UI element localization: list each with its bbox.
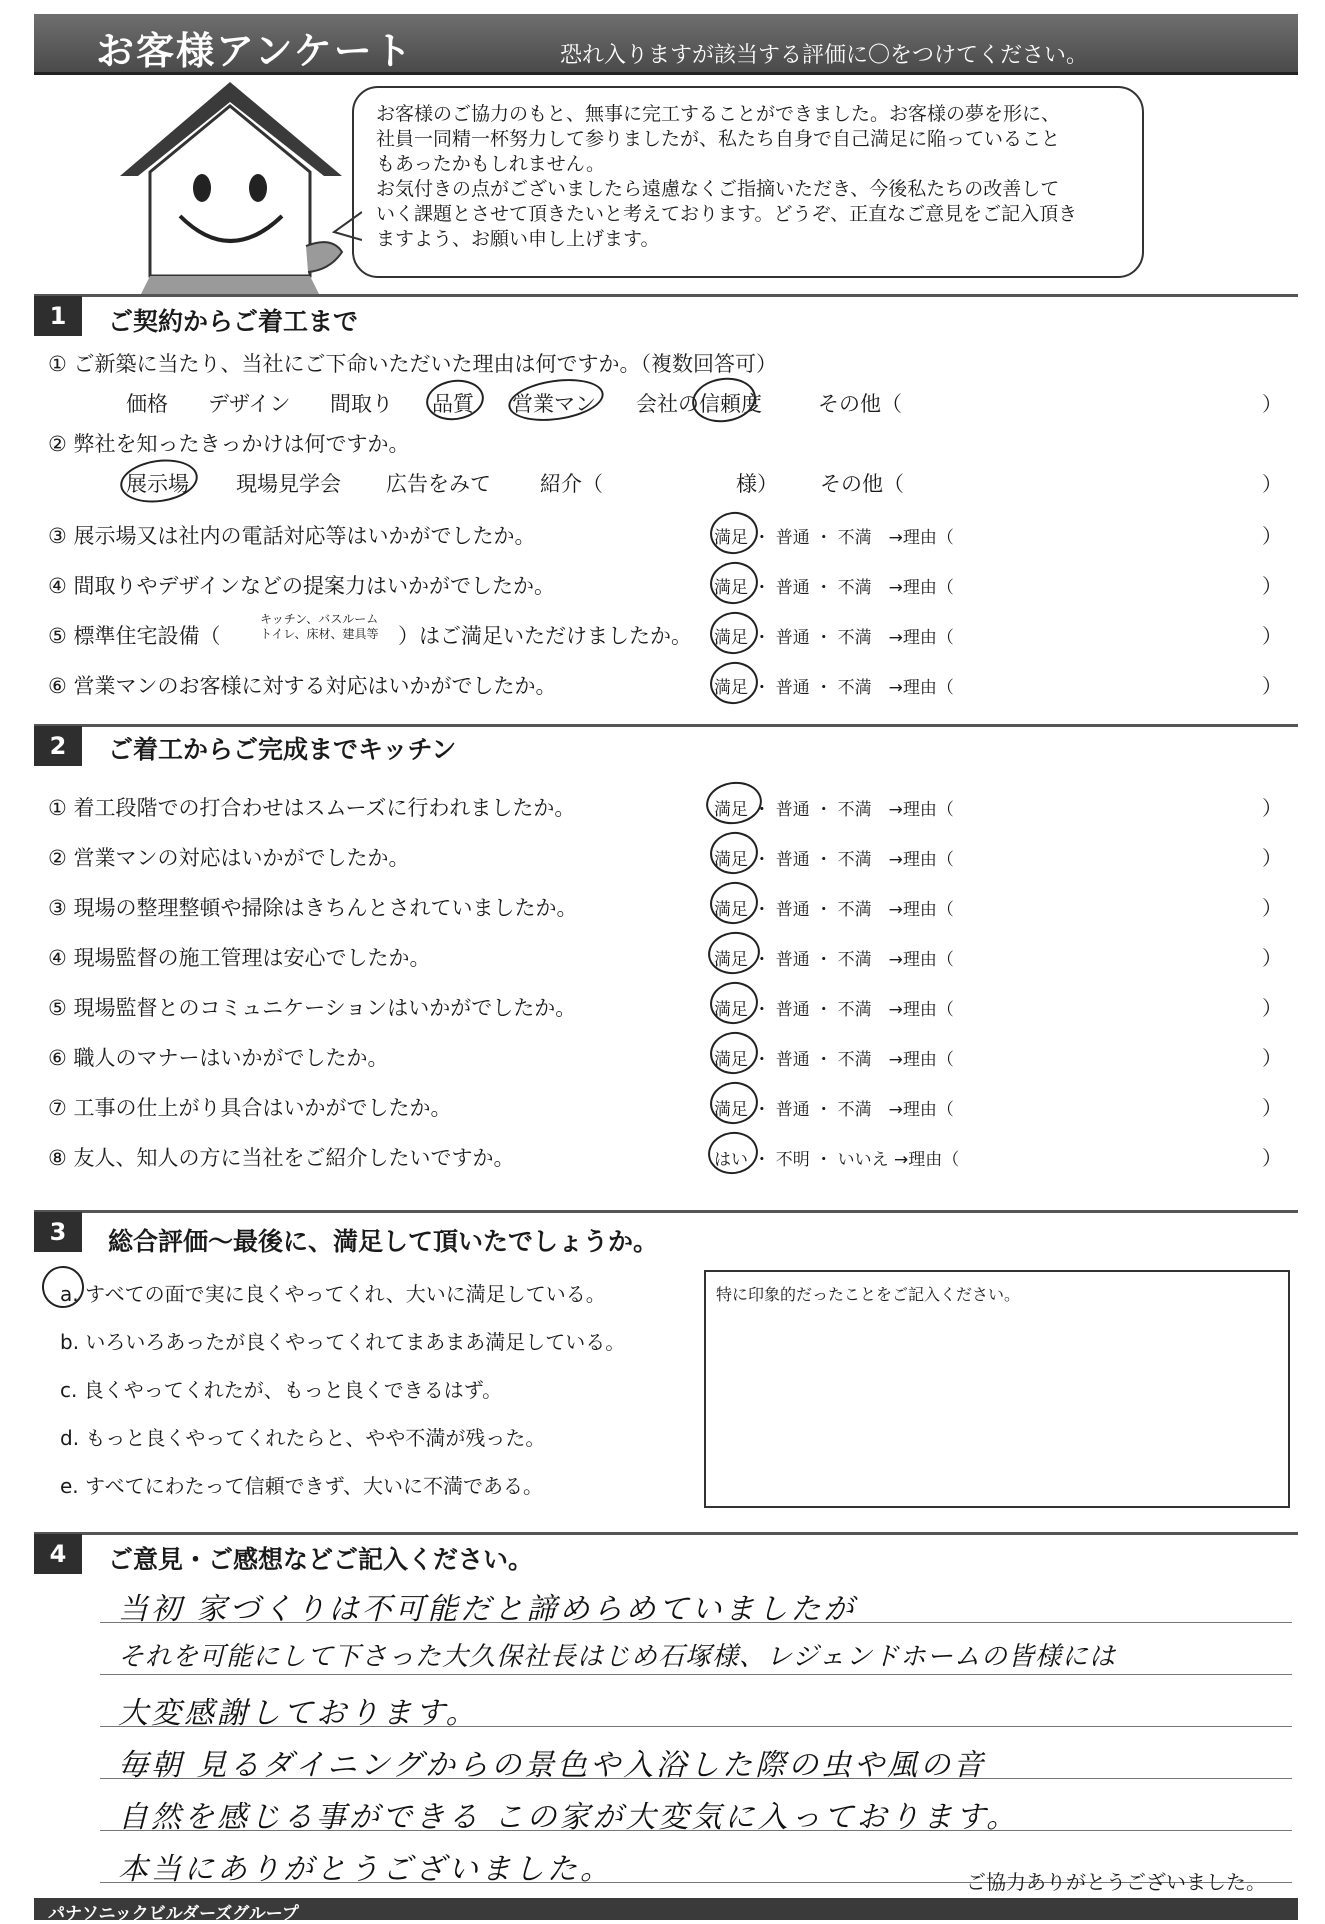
reason-close-2-2: ）: [1262, 846, 1282, 870]
source-option-referral[interactable]: 紹介（: [540, 472, 603, 496]
reason-close-1-4: ）: [1262, 574, 1282, 598]
reason-close-2-5: ）: [1262, 996, 1282, 1020]
question-2-7: ⑦ 工事の仕上がり具合はいかがでしたか。: [48, 1096, 452, 1120]
section-4-number: 4: [34, 1534, 82, 1574]
section-2-number: 2: [34, 726, 82, 766]
circle-mark-2-1: [703, 778, 764, 827]
rating-scale-1-6[interactable]: 満足 ・ 普通 ・ 不満 →理由（: [714, 678, 954, 698]
survey-instruction: 恐れ入りますが該当する評価に〇をつけてください。: [560, 43, 1089, 68]
rating-scale-2-4[interactable]: 満足 ・ 普通 ・ 不満 →理由（: [714, 950, 954, 970]
section-1-title: ご契約からご着工まで: [108, 307, 359, 336]
rating-scale-2-5[interactable]: 満足 ・ 普通 ・ 不満 →理由（: [714, 1000, 954, 1020]
section-2-title: ご着工からご完成までキッチン: [108, 735, 457, 764]
reason-option-salesperson[interactable]: 営業マン: [512, 392, 596, 416]
circle-mark-1-3: [707, 509, 760, 557]
writing-line: [100, 1674, 1292, 1675]
question-1-2: ② 弊社を知ったきっかけは何ですか。: [48, 432, 410, 456]
referral-scale-2-8[interactable]: はい ・ 不明 ・ いいえ →理由（: [714, 1150, 960, 1170]
comment-line-3[interactable]: 大変感謝しております。: [118, 1696, 479, 1731]
reason-close-2-6: ）: [1262, 1046, 1282, 1070]
rating-scale-1-5[interactable]: 満足 ・ 普通 ・ 不満 →理由（: [714, 628, 954, 648]
circle-mark-2-4: [705, 929, 762, 978]
rating-scale-2-1[interactable]: 満足 ・ 普通 ・ 不満 →理由（: [714, 800, 954, 820]
question-2-6: ⑥ 職人のマナーはいかがでしたか。: [48, 1046, 389, 1070]
comment-line-1[interactable]: 当初 家づくりは不可能だと諦めらめていましたが: [118, 1592, 857, 1627]
question-2-2: ② 営業マンの対応はいかがでしたか。: [48, 846, 410, 870]
question-2-3: ③ 現場の整理整頓や掃除はきちんとされていましたか。: [48, 896, 578, 920]
equipment-examples-line-2: トイレ、床材、建具等: [260, 627, 379, 641]
circle-mark-1-6: [707, 659, 760, 707]
reason-option-layout[interactable]: 間取り: [330, 392, 393, 416]
question-2-4: ④ 現場監督の施工管理は安心でしたか。: [48, 946, 431, 970]
reason-close-2-3: ）: [1262, 896, 1282, 920]
comment-line-6[interactable]: 本当にありがとうございました。: [118, 1852, 613, 1887]
source-other-close: ）: [1262, 472, 1282, 496]
reason-option-price[interactable]: 価格: [126, 392, 168, 416]
source-option-other[interactable]: その他（: [820, 472, 904, 496]
impression-textbox[interactable]: [704, 1270, 1290, 1508]
question-1-6: ⑥ 営業マンのお客様に対する対応はいかがでしたか。: [48, 674, 557, 698]
footer-group-name: パナソニックビルダーズグループ: [48, 1904, 299, 1924]
overall-option-d[interactable]: d. もっと良くやってくれたらと、やや不満が残った。: [60, 1426, 546, 1450]
reason-option-trust[interactable]: 会社の信頼度: [636, 392, 762, 416]
reason-close-2-7: ）: [1262, 1096, 1282, 1120]
overall-option-c[interactable]: c. 良くやってくれたが、もっと良くできるはず。: [60, 1378, 503, 1402]
section-1-rule: [34, 294, 1298, 297]
reason-close-2-4: ）: [1262, 946, 1282, 970]
question-1-4: ④ 間取りやデザインなどの提案力はいかがでしたか。: [48, 574, 556, 598]
overall-option-b[interactable]: b. いろいろあったが良くやってくれてまあまあ満足している。: [60, 1330, 626, 1354]
reason-close-1-6: ）: [1262, 674, 1282, 698]
question-2-8: ⑧ 友人、知人の方に当社をご紹介したいですか。: [48, 1146, 515, 1170]
rating-scale-2-3[interactable]: 満足 ・ 普通 ・ 不満 →理由（: [714, 900, 954, 920]
overall-option-a[interactable]: a. すべての面で実に良くやってくれ、大いに満足している。: [60, 1282, 606, 1306]
rating-scale-1-4[interactable]: 満足 ・ 普通 ・ 不満 →理由（: [714, 578, 954, 598]
circle-mark-trust: [689, 374, 759, 426]
question-1-1: ① ご新築に当たり、当社にご下命いただいた理由は何ですか。（複数回答可）: [48, 352, 777, 376]
section-3-rule: [34, 1210, 1298, 1213]
equipment-examples: [260, 612, 378, 642]
section-4-rule: [34, 1532, 1298, 1535]
source-option-site-tour[interactable]: 現場見学会: [236, 472, 341, 496]
rating-scale-2-7[interactable]: 満足 ・ 普通 ・ 不満 →理由（: [714, 1100, 954, 1120]
question-1-5-tail: ）はご満足いただけましたか。: [398, 624, 692, 648]
section-1-number: 1: [34, 296, 82, 336]
circle-mark-salesperson: [506, 374, 607, 427]
comment-line-4[interactable]: 毎朝 見るダイニングからの景色や入浴した際の虫や風の音: [118, 1748, 987, 1783]
section-4-title: ご意見・ご感想などご記入ください。: [108, 1545, 534, 1574]
question-1-5: ⑤ 標準住宅設備（: [48, 624, 221, 648]
reason-close-2-8: ）: [1262, 1146, 1282, 1170]
circle-mark-1-5: [707, 609, 760, 657]
section-3-title: 総合評価～最後に、満足して頂いたでしょうか。: [108, 1227, 659, 1256]
circle-mark-showroom: [117, 455, 200, 507]
intro-message: お客様のご協力のもと、無事に完工することができました。お客様の夢を形に、 社員一同精一杯努力して参りましたが、私たち自身で自己満足に陥っていること もあったかもしれません。 お気付きの点がございましたら遠慮なくご指摘いただき、今後私たちの改善して いく課題とさせて頂きたいと考えております。どうぞ、正直なご意見をご記入頂き ますよう、お願い申し上げます。: [352, 86, 1144, 278]
impression-label: 特に印象的だったことをご記入ください。: [716, 1285, 1021, 1304]
section-2-rule: [34, 724, 1298, 727]
question-2-1: ① 着工段階での打合わせはスムーズに行われましたか。: [48, 796, 576, 820]
reason-option-other[interactable]: その他（: [818, 392, 902, 416]
rating-scale-2-2[interactable]: 満足 ・ 普通 ・ 不満 →理由（: [714, 850, 954, 870]
source-option-ad[interactable]: 広告をみて: [386, 472, 491, 496]
reason-option-quality[interactable]: 品質: [432, 392, 474, 416]
rating-scale-2-6[interactable]: 満足 ・ 普通 ・ 不満 →理由（: [714, 1050, 954, 1070]
reason-close-2-1: ）: [1262, 796, 1282, 820]
survey-title: お客様アンケート: [96, 29, 414, 73]
rating-scale-1-3[interactable]: 満足 ・ 普通 ・ 不満 →理由（: [714, 528, 954, 548]
comment-line-5[interactable]: 自然を感じる事ができる この家が大変気に入っております。: [118, 1800, 1020, 1835]
comment-line-2[interactable]: それを可能にして下さった大久保社長はじめ石塚様、レジェンドホームの皆様には: [118, 1642, 1116, 1672]
house-mascot-icon: [110, 76, 350, 296]
reason-option-design[interactable]: デザイン: [208, 392, 291, 416]
question-1-3: ③ 展示場又は社内の電話対応等はいかがでしたか。: [48, 524, 536, 548]
equipment-examples-line-1: キッチン、バスルーム: [260, 612, 379, 626]
reason-close-1-3: ）: [1262, 524, 1282, 548]
reason-close-1-5: ）: [1262, 624, 1282, 648]
overall-option-e[interactable]: e. すべてにわたって信頼できず、大いに不満である。: [60, 1474, 544, 1498]
thanks-note: ご協力ありがとうございました。: [966, 1870, 1266, 1894]
circle-mark-1-4: [707, 559, 760, 607]
reason-other-close: ）: [1262, 392, 1282, 416]
source-option-showroom[interactable]: 展示場: [126, 472, 189, 496]
question-2-5: ⑤ 現場監督とのコミュニケーションはいかがでしたか。: [48, 996, 577, 1020]
section-3-number: 3: [34, 1212, 82, 1252]
source-option-referral-honorific: 様）: [736, 472, 778, 496]
